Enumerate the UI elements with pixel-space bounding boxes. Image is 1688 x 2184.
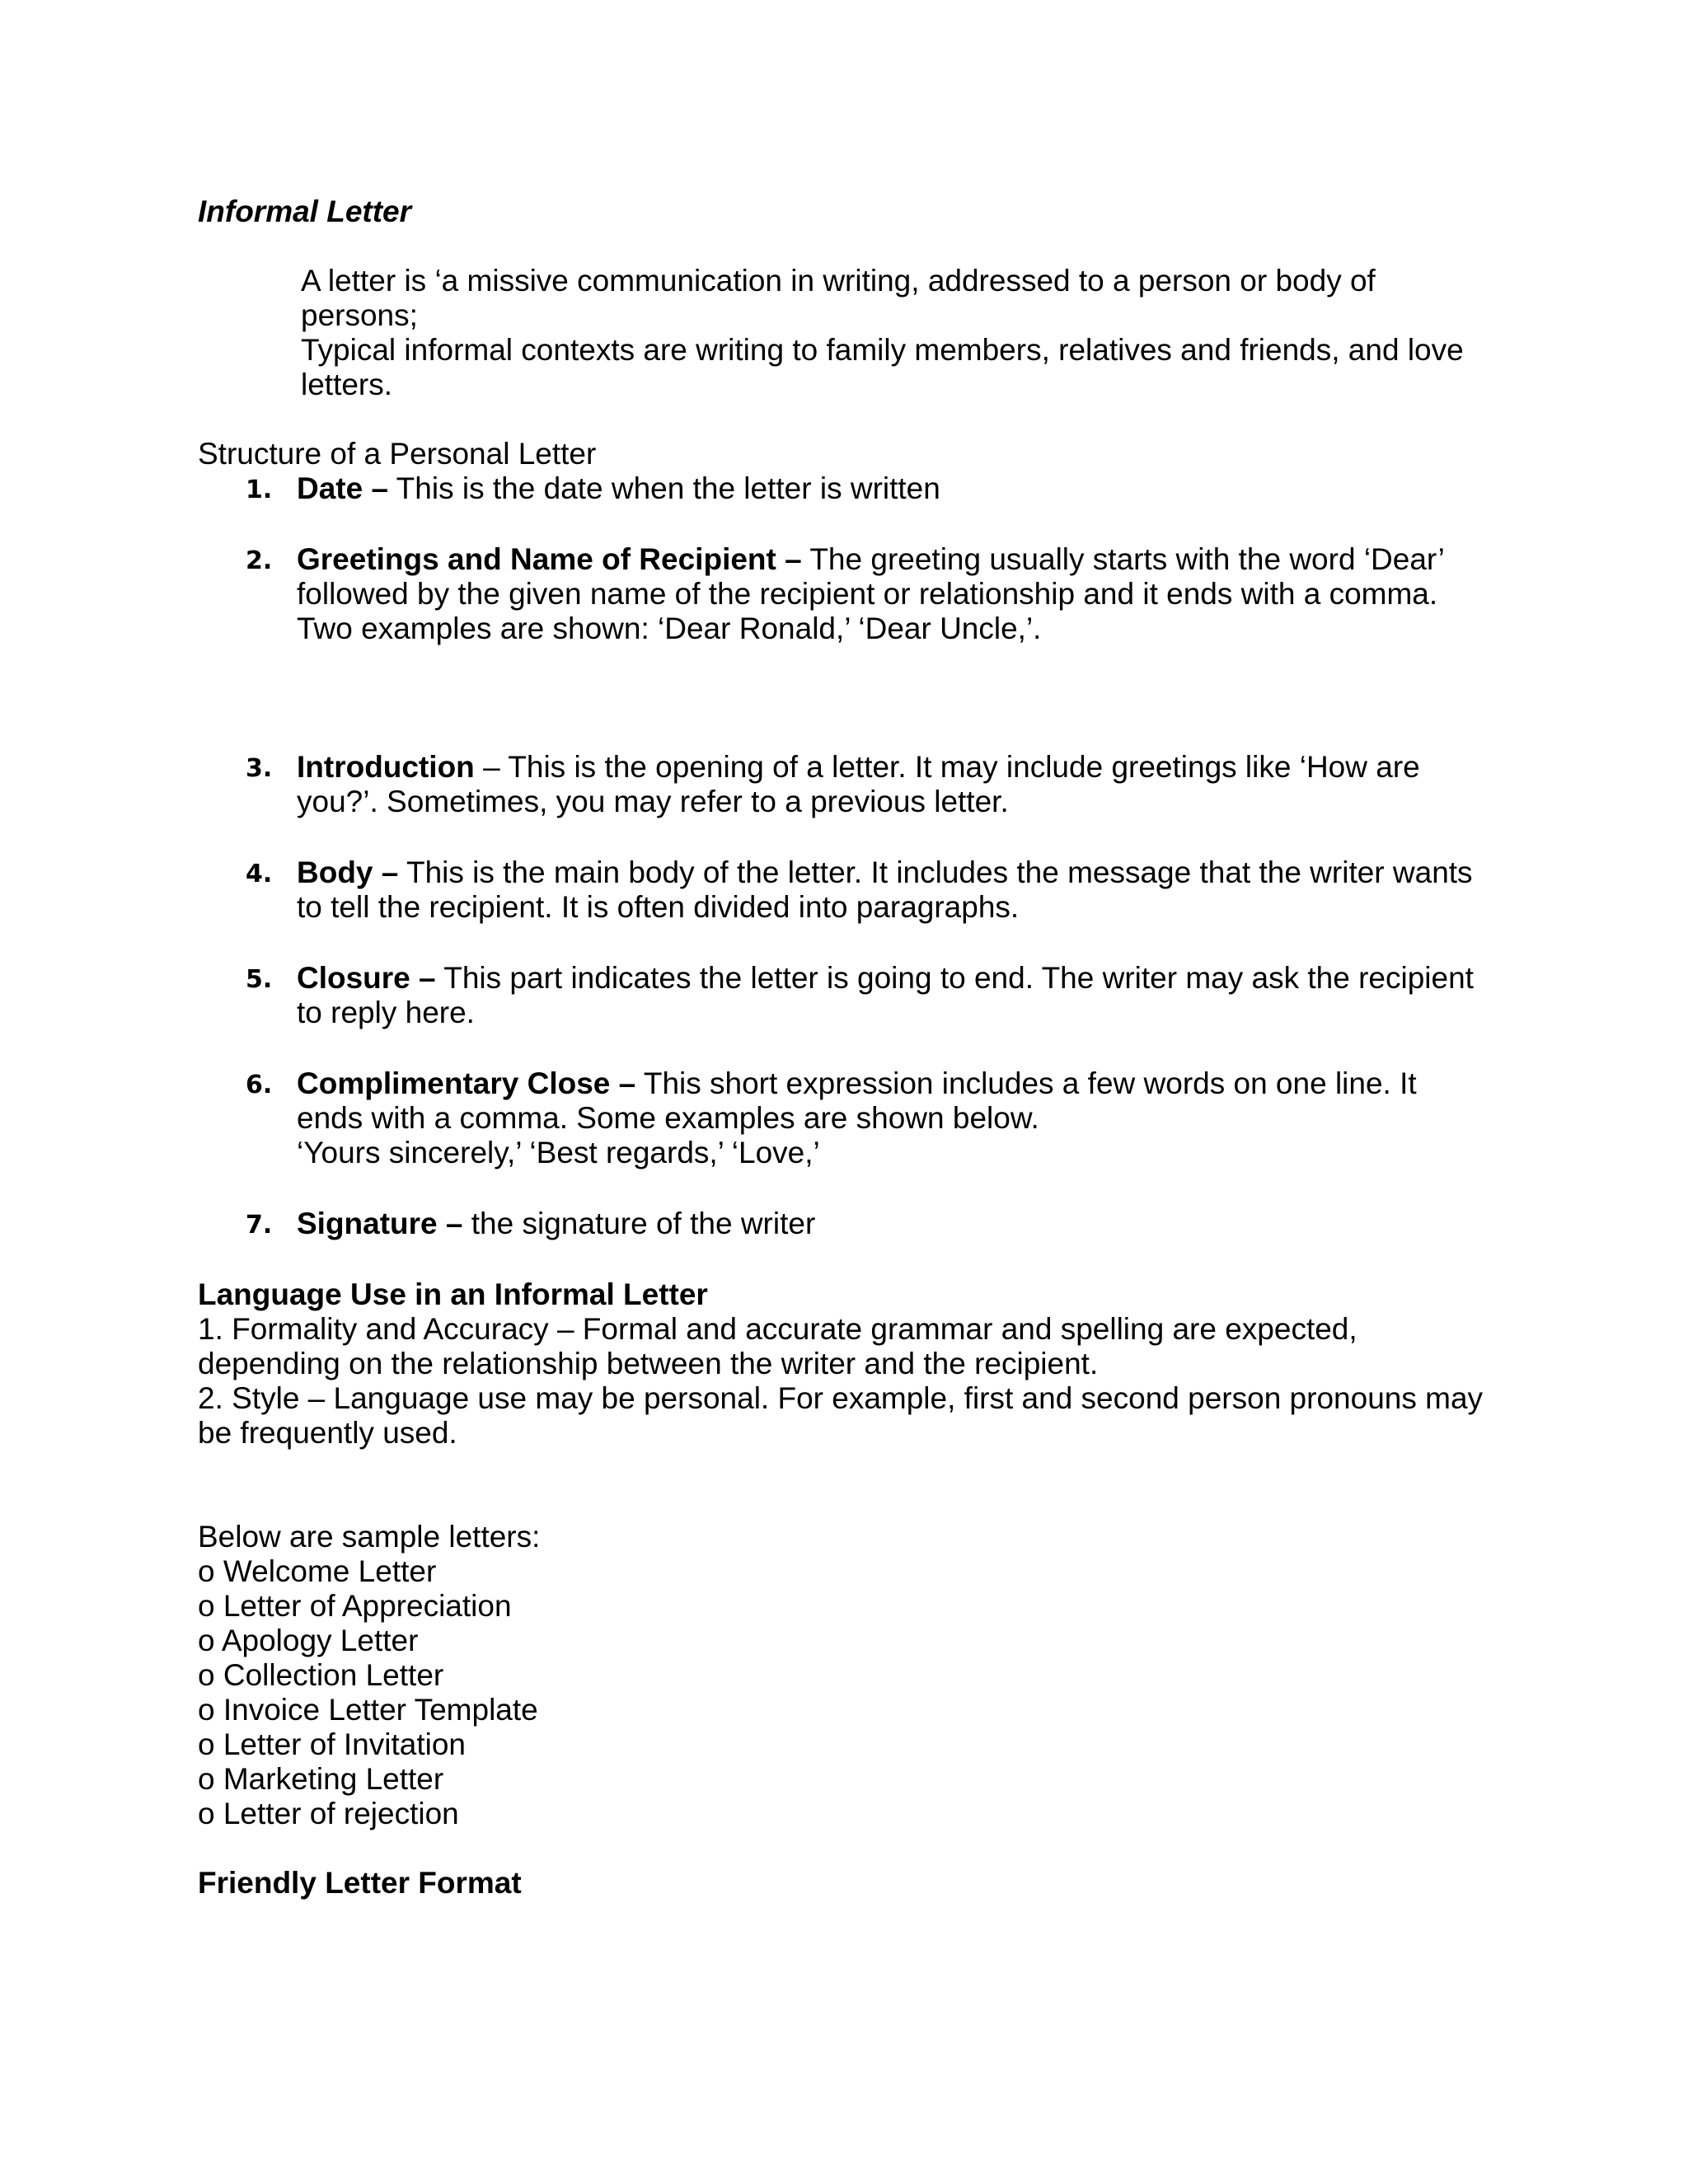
item-number: 7.: [246, 1211, 273, 1240]
item-number: 1.: [246, 476, 273, 504]
language-section: [198, 1277, 1484, 1451]
item-term: Closure –: [297, 961, 436, 995]
sample-item: o Collection Letter: [198, 1658, 444, 1692]
item-text: The greeting usually starts with the word ‘Dear’ followed by the given name of the recipient or relationship and it ends with a comma. Two examples are shown: ‘Dear Ronald,’ ‘Dear Uncle,’.: [297, 542, 1444, 645]
structure-item-body: [198, 855, 1484, 925]
structure-item-introduction: [198, 750, 1484, 819]
item-term: Date –: [297, 471, 389, 505]
item-term: Signature –: [297, 1207, 463, 1240]
item-number: 5.: [246, 965, 273, 994]
item-text: This is the main body of the letter. It includes the message that the writer wants to tell the recipient. It is often divided into paragraphs.: [297, 855, 1473, 924]
samples-section: [198, 1520, 1484, 1831]
item-examples: ‘Yours sincerely,’ ‘Best regards,’ ‘Love,’: [297, 1136, 820, 1169]
item-text: This short expression includes a few words on one line. It ends with a comma. Some examples are shown below.: [297, 1066, 1417, 1135]
structure-heading: Structure of a Personal Letter: [198, 437, 597, 471]
item-text: – This is the opening of a letter. It may include greetings like ‘How are you?’. Sometimes, you may refer to a previous letter.: [297, 750, 1420, 818]
document-title: Informal Letter: [198, 194, 412, 228]
item-number: 2.: [246, 546, 273, 575]
item-term: Introduction: [297, 750, 475, 784]
sample-item: o Letter of rejection: [198, 1797, 459, 1830]
sample-item: o Letter of Appreciation: [198, 1589, 512, 1623]
item-term: Greetings and Name of Recipient –: [297, 542, 802, 576]
structure-item-greetings: [198, 542, 1484, 646]
item-term: Complimentary Close –: [297, 1066, 636, 1100]
document-content: [198, 194, 1484, 1900]
language-point-formality: 1. Formality and Accuracy – Formal and accurate grammar and spelling are expected, depending on the relationship between the writer and the recipient.: [198, 1312, 1357, 1380]
friendly-letter-heading: Friendly Letter Format: [198, 1866, 522, 1900]
structure-item-date: [198, 471, 1484, 506]
structure-list: [198, 471, 1484, 1241]
language-heading: Language Use in an Informal Letter: [198, 1277, 708, 1311]
language-point-style: 2. Style – Language use may be personal. For example, first and second person pronouns may be frequently used.: [198, 1381, 1484, 1450]
sample-item: o Letter of Invitation: [198, 1727, 466, 1761]
item-text: the signature of the writer: [462, 1207, 816, 1240]
item-number: 3.: [246, 754, 273, 783]
sample-item: o Invoice Letter Template: [198, 1693, 538, 1727]
item-text: This is the date when the letter is written: [388, 471, 940, 505]
item-number: 4.: [246, 860, 273, 888]
structure-item-complimentary-close: [198, 1066, 1484, 1170]
item-number: 6.: [246, 1071, 273, 1099]
sample-item: o Apology Letter: [198, 1624, 419, 1657]
item-term: Body –: [297, 855, 399, 889]
intro-definition: A letter is ‘a missive communication in writing, addressed to a person or body of persons;: [301, 264, 1376, 332]
intro-contexts: Typical informal contexts are writing to family members, relatives and friends, and love letters.: [301, 333, 1464, 401]
structure-item-closure: [198, 961, 1484, 1030]
sample-item: o Welcome Letter: [198, 1554, 437, 1588]
structure-item-signature: [198, 1207, 1484, 1241]
item-text: This part indicates the letter is going to end. The writer may ask the recipient to reply here.: [297, 961, 1474, 1029]
sample-item: o Marketing Letter: [198, 1762, 444, 1796]
samples-heading: Below are sample letters:: [198, 1520, 541, 1554]
intro-block: [301, 264, 1484, 402]
